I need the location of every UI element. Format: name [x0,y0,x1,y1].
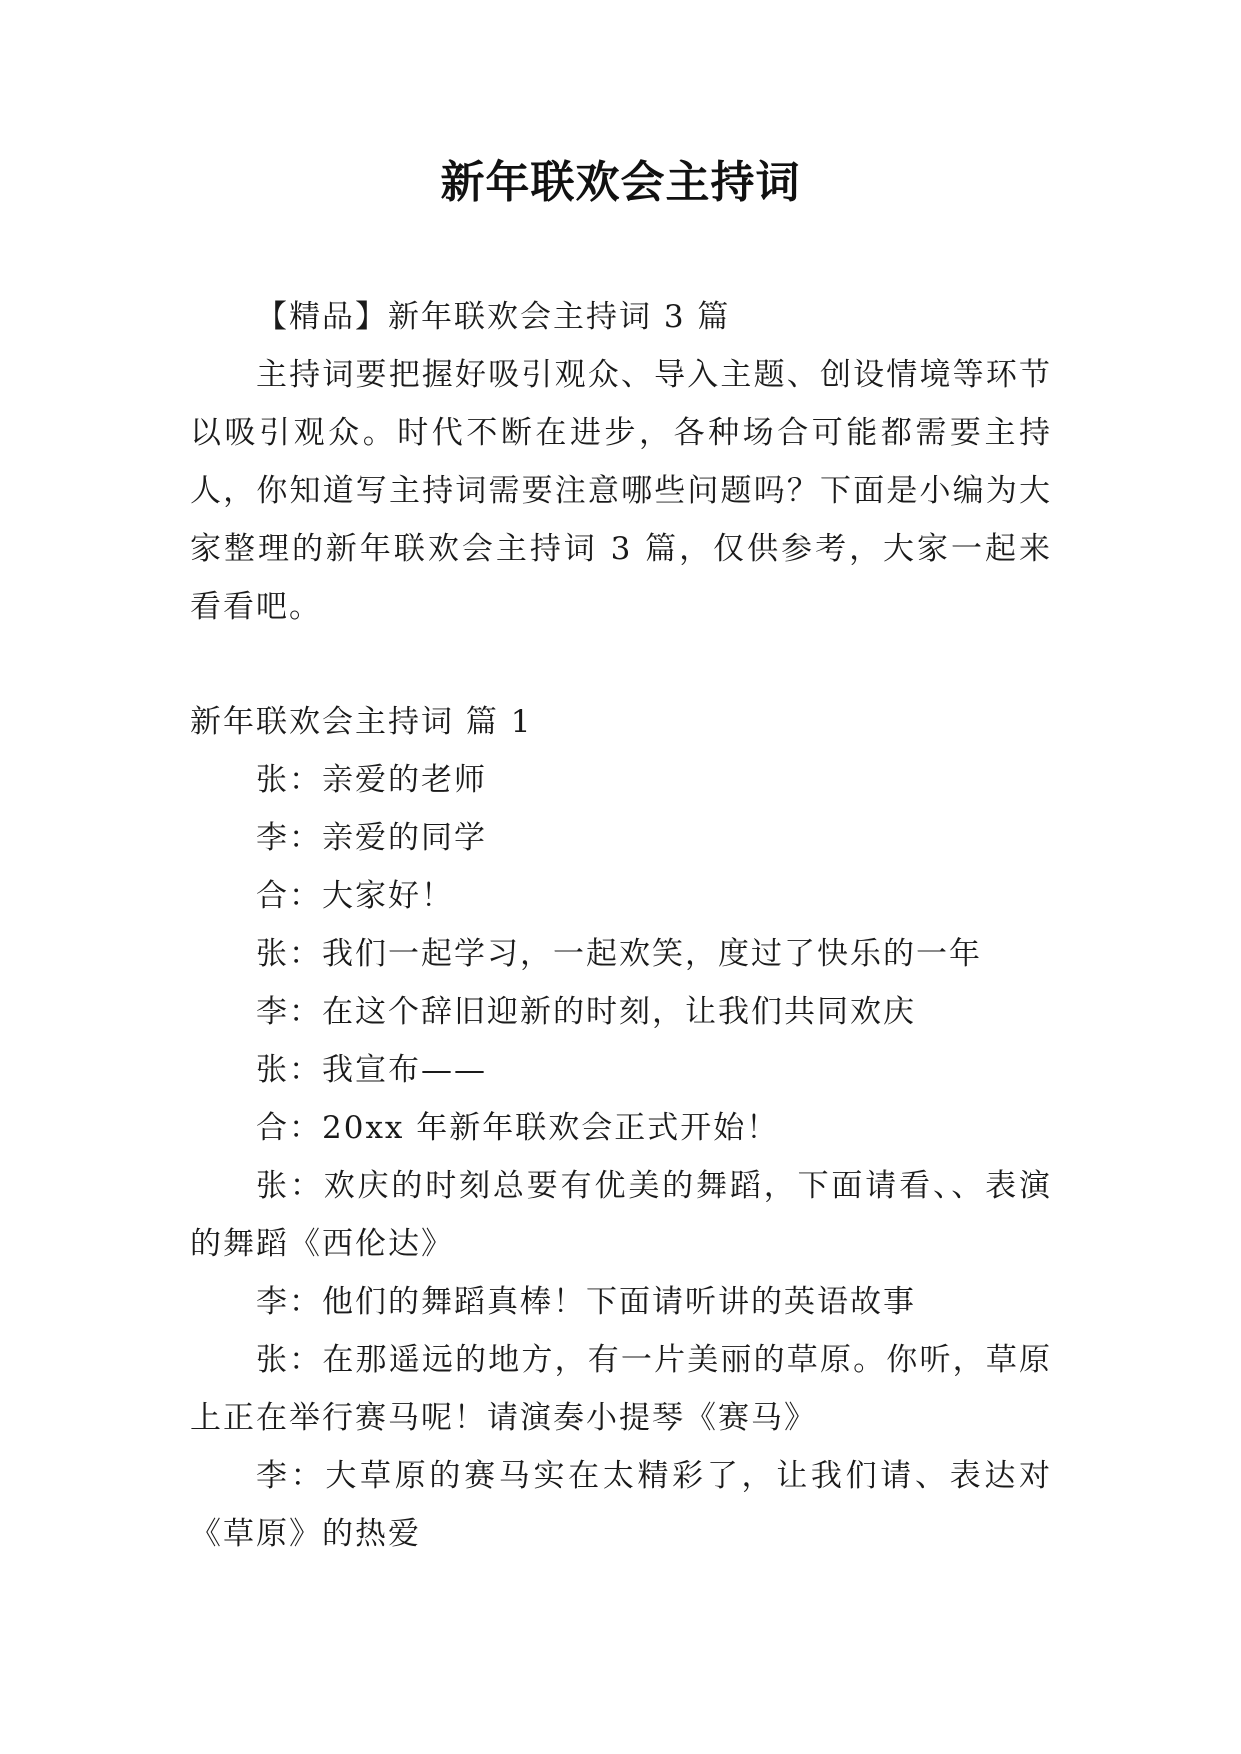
script-line: 张：我宣布—— [256,1052,487,1088]
subtitle-line: 【精品】新年联欢会主持词 3 篇 [256,299,731,335]
intro-text: 主持词要把握好吸引观众、导入主题、创设情境等环节以吸引观众。时代不断在进步，各种场合可能都需要主持人，你知道写主持词需要注意哪些问题吗？下面是小编为大家整理的新年联欢会主持词 3 篇，仅供参考，大家一起来看看吧。 [190,357,1052,625]
intro-paragraph [190,346,1052,636]
document-title: 新年联欢会主持词 [440,157,801,208]
section-heading-text: 新年联欢会主持词 篇 1 [190,704,533,740]
script-line: 李：他们的舞蹈真棒！下面请听讲的英语故事 [256,1284,916,1320]
script-line: 李：大草原的赛马实在太精彩了，让我们请、表达对《草原》的热爱 [190,1458,1052,1552]
host-script [190,751,1052,1563]
script-line: 合：大家好！ [256,878,454,914]
script-line: 张：我们一起学习，一起欢笑，度过了快乐的一年 [256,936,982,972]
document-subtitle [190,288,1052,346]
script-line: 张：亲爱的老师 [256,762,487,798]
script-line: 张：欢庆的时刻总要有优美的舞蹈，下面请看、、表演的舞蹈《西伦达》 [190,1168,1052,1262]
script-line: 李：亲爱的同学 [256,820,487,856]
script-line: 李：在这个辞旧迎新的时刻，让我们共同欢庆 [256,994,916,1030]
section-heading [190,693,1052,751]
script-line: 张：在那遥远的地方，有一片美丽的草原。你听，草原上正在举行赛马呢！请演奏小提琴《赛马》 [190,1342,1052,1436]
script-line: 合：20xx 年新年联欢会正式开始！ [256,1110,780,1146]
